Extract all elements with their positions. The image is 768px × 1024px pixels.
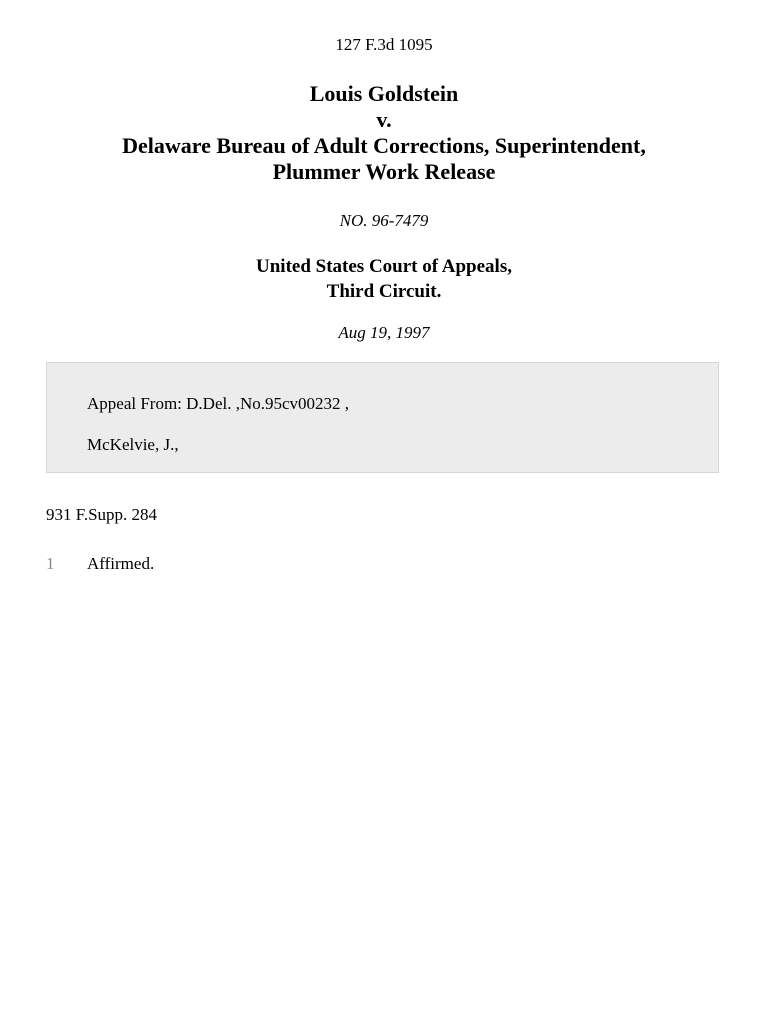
court-name-line1: United States Court of Appeals, <box>256 256 512 277</box>
docket-number: NO. 96-7479 <box>339 211 429 230</box>
appeal-info-box <box>46 362 719 473</box>
court-name-line2: Third Circuit. <box>326 281 442 302</box>
case-citation: 127 F.3d 1095 <box>335 35 433 54</box>
prior-history-citation: 931 F.Supp. 284 <box>46 505 158 524</box>
court-name <box>0 254 768 304</box>
appeal-from-text: Appeal From: D.Del. ,No.95cv00232 , <box>87 394 350 413</box>
case-caption <box>0 81 768 185</box>
defendant-name-line1: Delaware Bureau of Adult Corrections, Superintendent, <box>122 133 646 158</box>
versus-label: v. <box>376 107 392 132</box>
plaintiff-name: Louis Goldstein <box>309 81 459 106</box>
paragraph-number: 1 <box>46 554 55 573</box>
decision-date: Aug 19, 1997 <box>338 323 430 342</box>
judge-text: McKelvie, J., <box>87 435 179 454</box>
defendant-name-line2: Plummer Work Release <box>272 159 496 184</box>
paragraph-text: Affirmed. <box>87 554 155 573</box>
